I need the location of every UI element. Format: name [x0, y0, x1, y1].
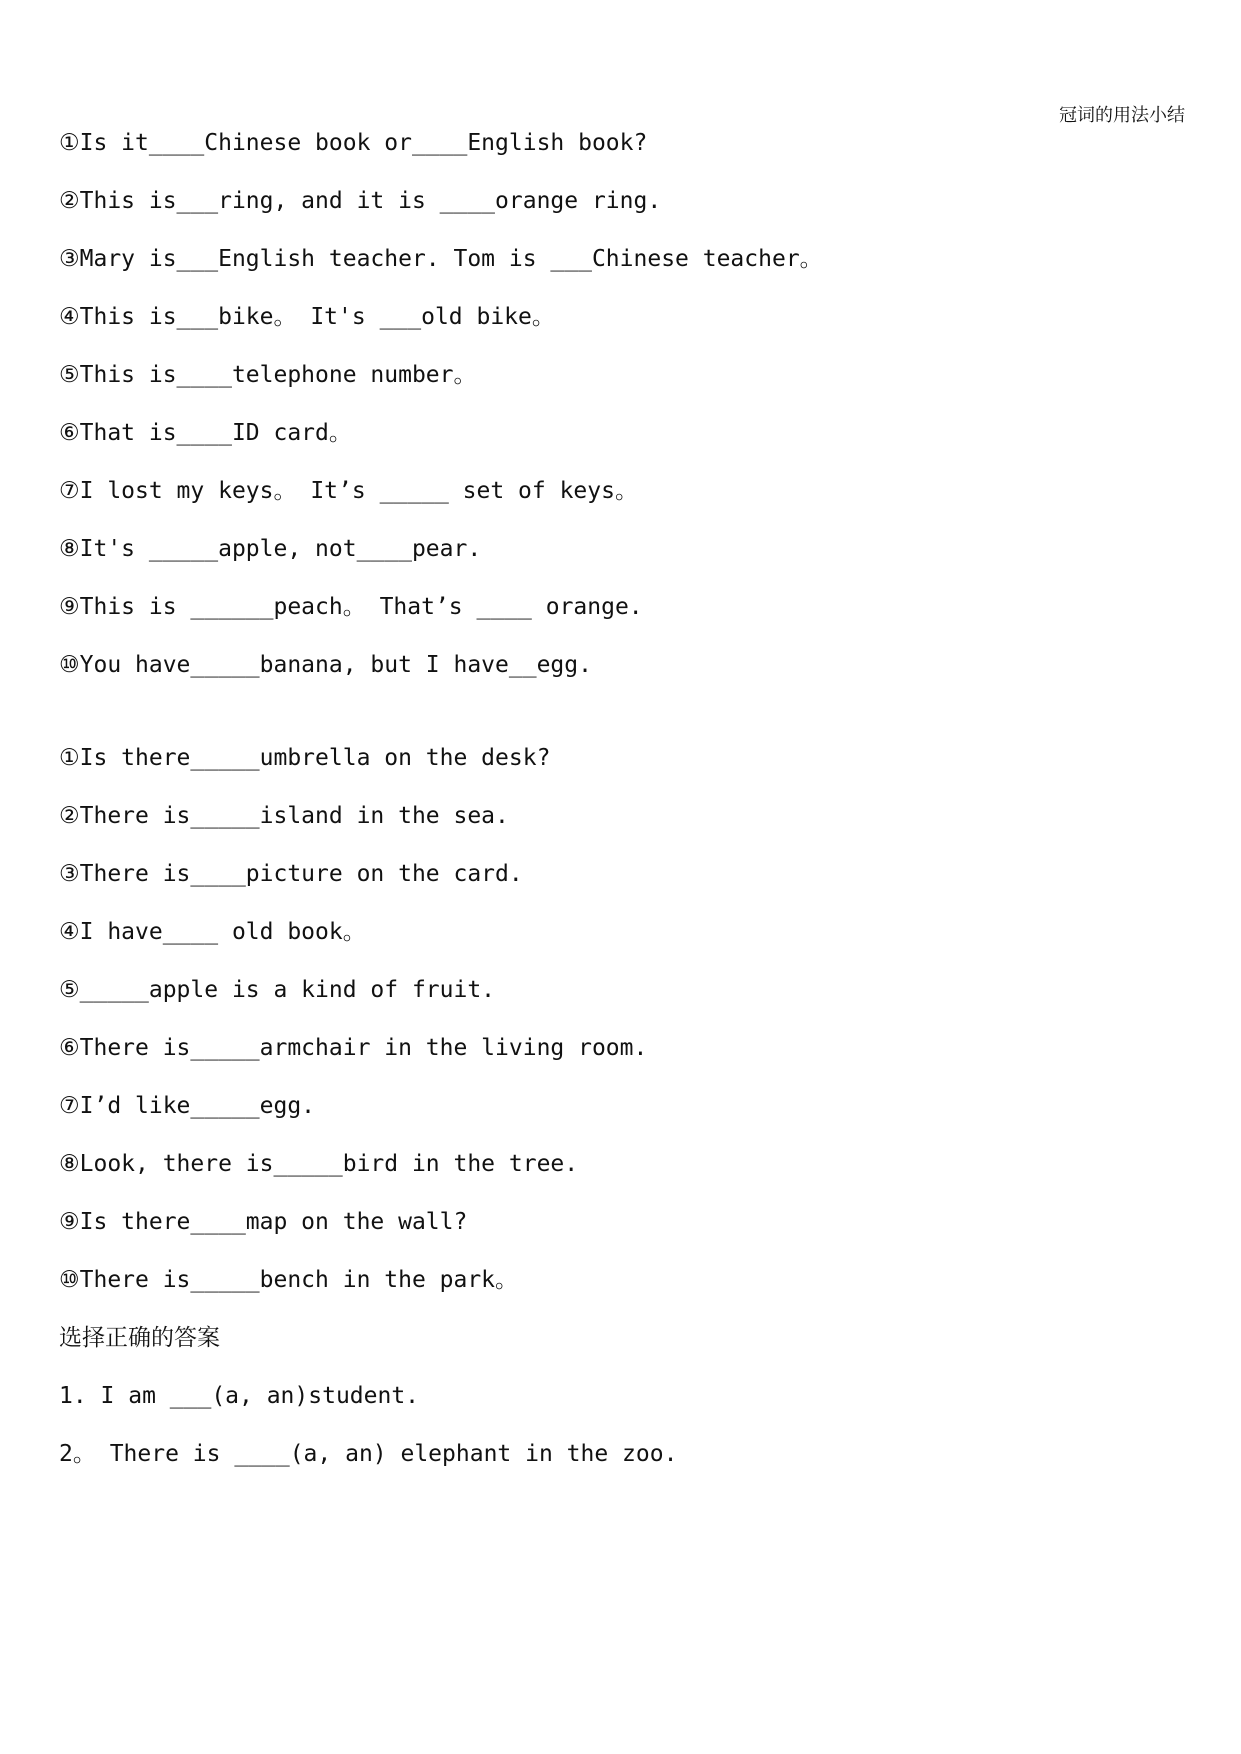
exercise-line: ③Mary is___English teacher. Tom is ___Chinese teacher。	[59, 246, 823, 272]
exercise-line: ④This is___bike。 It's ___old bike。	[59, 304, 555, 330]
exercise-line: ⑨Is there____map on the wall?	[59, 1209, 468, 1235]
exercise-line: ⑤_____apple is a kind of fruit.	[59, 977, 496, 1003]
exercise-line: ②There is_____island in the sea.	[59, 803, 509, 829]
exercise-line: ⑦I’d like_____egg.	[59, 1093, 316, 1119]
page-header-title: 冠词的用法小结	[1059, 105, 1185, 126]
exercise-line: ⑨This is ______peach。 That’s ____ orange.	[59, 594, 643, 620]
exercise-line: ⑦I lost my keys。 It’s _____ set of keys。	[59, 478, 638, 504]
exercise-line: ⑩You have_____banana, but I have__egg.	[59, 652, 592, 678]
exercise-line: ⑥There is_____armchair in the living room.	[59, 1035, 648, 1061]
exercise-line: 2。 There is ____(a, an) elephant in the zoo.	[59, 1441, 678, 1467]
section-heading: 选择正确的答案	[59, 1325, 220, 1351]
exercise-line: ⑩There is_____bench in the park。	[59, 1267, 519, 1293]
exercise-line: ①Is there_____umbrella on the desk?	[59, 745, 551, 771]
exercise-line: 1. I am ___(a, an)student.	[59, 1383, 420, 1409]
exercise-line: ③There is____picture on the card.	[59, 861, 523, 887]
exercise-line: ④I have____ old book。	[59, 919, 366, 945]
exercise-line: ⑧It's _____apple, not____pear.	[59, 536, 482, 562]
exercise-line: ⑥That is____ID card。	[59, 420, 352, 446]
exercise-line: ①Is it____Chinese book or____English book?	[59, 130, 648, 156]
exercise-line: ⑧Look, there is_____bird in the tree.	[59, 1151, 579, 1177]
exercise-line: ②This is___ring, and it is ____orange ring.	[59, 188, 662, 214]
exercise-line: ⑤This is____telephone number。	[59, 362, 477, 388]
